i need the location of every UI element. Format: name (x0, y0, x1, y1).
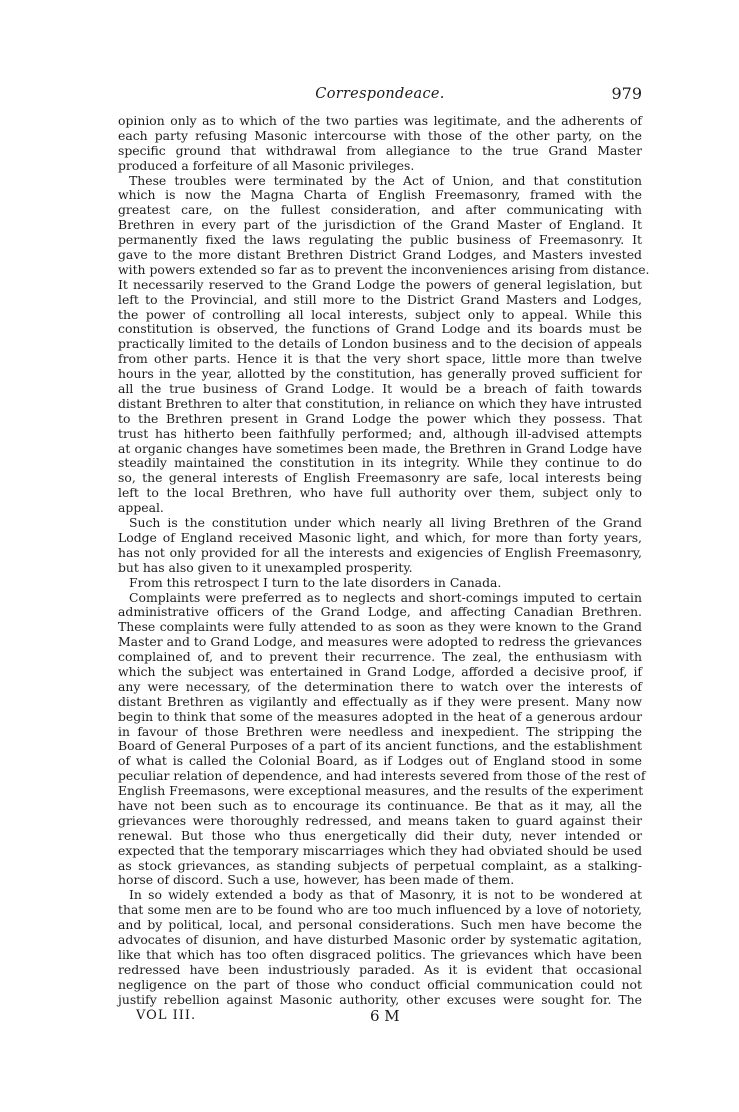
text-line: advocates of disunion, and have disturbed Masonic order by systematic agitation, (118, 931, 642, 947)
running-header (118, 84, 642, 114)
text-line: from other parts. Hence it is that the very short space, little more than twelve (118, 351, 642, 367)
text-line: greatest care, on the fullest consideration, and after communicating with (118, 202, 642, 218)
text-line: so, the general interests of English Freemasonry are safe, local interests being (118, 470, 642, 486)
page-footer (118, 1007, 642, 1025)
text-line: left to the Provincial, and still more to the District Grand Masters and Lodges, (118, 291, 642, 307)
text-line: grievances were thoroughly redressed, and means taken to guard against their (118, 812, 642, 828)
text-line: gave to the more distant Brethren District Grand Lodges, and Masters invested (118, 247, 642, 263)
body-text (118, 113, 650, 1007)
running-title: Correspondeace. (315, 86, 445, 102)
text-line: have not been such as to encourage its continuance. Be that as it may, all the (118, 797, 642, 813)
text-line: trust has hitherto been faithfully performed; and, although ill-advised attempts (118, 425, 642, 441)
text-line: complained of, and to prevent their recurrence. The zeal, the enthusiasm with (118, 649, 642, 665)
text-line: appeal. (118, 500, 164, 516)
text-line: in favour of those Brethren were needless and inexpedient. The stripping the (118, 723, 642, 739)
document-page (118, 84, 650, 1026)
text-line: as stock grievances, as standing subjects of perpetual complaint, as a stalking- (118, 857, 642, 873)
text-line: produced a forfeiture of all Masonic privileges. (118, 157, 415, 173)
text-line: at organic changes have sometimes been made, the Brethren in Grand Lodge have (118, 440, 642, 456)
text-line: which is now the Magna Charta of English Freemasonry, framed with the (118, 187, 642, 203)
text-line: specific ground that withdrawal from allegiance to the true Grand Master (118, 142, 642, 158)
text-line: From this retrospect I turn to the late disorders in Canada. (129, 574, 502, 590)
text-line: These complaints were fully attended to as soon as they were known to the Grand (118, 619, 642, 635)
text-line: and by political, local, and personal considerations. Such men have become the (118, 917, 642, 933)
text-line: Brethren in every part of the jurisdiction of the Grand Master of England. It (118, 217, 642, 233)
text-line: redressed have been industriously paraded. As it is evident that occasional (118, 961, 642, 977)
page-number: 979 (611, 84, 642, 103)
text-line: expected that the temporary miscarriages which they had obviated should be used (118, 842, 642, 858)
volume-label: VOL III. (136, 1008, 197, 1024)
text-line: Master and to Grand Lodge, and measures were adopted to redress the grievances (118, 634, 642, 650)
text-line: permanently fixed the laws regulating the public business of Freemasonry. It (118, 232, 642, 248)
text-line: opinion only as to which of the two parties was legitimate, and the adherents of (118, 113, 642, 128)
text-line: distant Brethren as vigilantly and effectually as if they were present. Many now (118, 693, 642, 709)
text-line: renewal. But those who thus energetically did their duty, never intended or (118, 827, 642, 843)
text-line: Complaints were preferred as to neglects and short-comings imputed to certain (129, 589, 642, 605)
text-line: all the true business of Grand Lodge. It would be a breach of faith towards (118, 381, 642, 397)
text-line: any were necessary, of the determination there to watch over the interests of (118, 678, 642, 694)
text-line: distant Brethren to alter that constitution, in reliance on which they have intrusted (118, 395, 642, 411)
text-line: which the subject was entertained in Grand Lodge, afforded a decisive proof, if (118, 663, 642, 679)
text-line: Board of General Purposes of a part of its ancient functions, and the establishment (118, 738, 642, 754)
text-line: like that which has too often disgraced politics. The grievances which have been (118, 946, 642, 962)
text-line: horse of discord. Such a use, however, has been made of them. (118, 872, 515, 888)
text-line: to the Brethren present in Grand Lodge the power which they possess. That (118, 410, 642, 426)
text-line: English Freemasons, were exceptional measures, and the results of the experiment (118, 783, 644, 799)
text-line: begin to think that some of the measures adopted in the heat of a generous ardour (118, 708, 642, 724)
text-line: It necessarily reserved to the Grand Lodge the powers of general legislation, but (118, 276, 642, 292)
text-line: administrative officers of the Grand Lodge, and affecting Canadian Brethren. (118, 604, 642, 620)
text-line: practically limited to the details of London business and to the decision of appeals (118, 336, 642, 352)
text-line: has not only provided for all the interests and exigencies of English Freemasonry, (118, 544, 642, 560)
text-line: Lodge of England received Masonic light, and which, for more than forty years, (118, 529, 642, 545)
text-line: each party refusing Masonic intercourse with those of the other party, on the (118, 127, 642, 143)
text-line: but has also given to it unexampled prosperity. (118, 559, 413, 575)
text-line: hours in the year, allotted by the constitution, has generally proved sufficient for (118, 366, 642, 382)
text-line: peculiar relation of dependence, and had interests severed from those of the rest of (118, 768, 646, 784)
text-line: the power of controlling all local interests, subject only to appeal. While this (118, 306, 642, 322)
text-line: of what is called the Colonial Board, as if Lodges out of England stood in some (118, 753, 642, 769)
text-line: justify rebellion against Masonic authority, other excuses were sought for. The (118, 991, 642, 1007)
text-line: Such is the constitution under which nearly all living Brethren of the Grand (129, 515, 642, 531)
text-line: that some men are to be found who are too much influenced by a love of notoriety, (118, 902, 642, 918)
text-line: with powers extended so far as to prevent the inconveniences arising from distance. (118, 261, 650, 277)
text-line: These troubles were terminated by the Act of Union, and that constitution (129, 172, 642, 188)
text-line: negligence on the part of those who conduct official communication could not (118, 976, 642, 992)
text-line: constitution is observed, the functions of Grand Lodge and its boards must be (118, 321, 642, 337)
text-line: left to the local Brethren, who have full authority over them, subject only to (118, 485, 642, 501)
signature-mark: 6 M (370, 1007, 400, 1026)
text-line: steadily maintained the constitution in its integrity. While they continue to do (118, 455, 642, 471)
text-line: In so widely extended a body as that of Masonry, it is not to be wondered at (129, 887, 642, 903)
